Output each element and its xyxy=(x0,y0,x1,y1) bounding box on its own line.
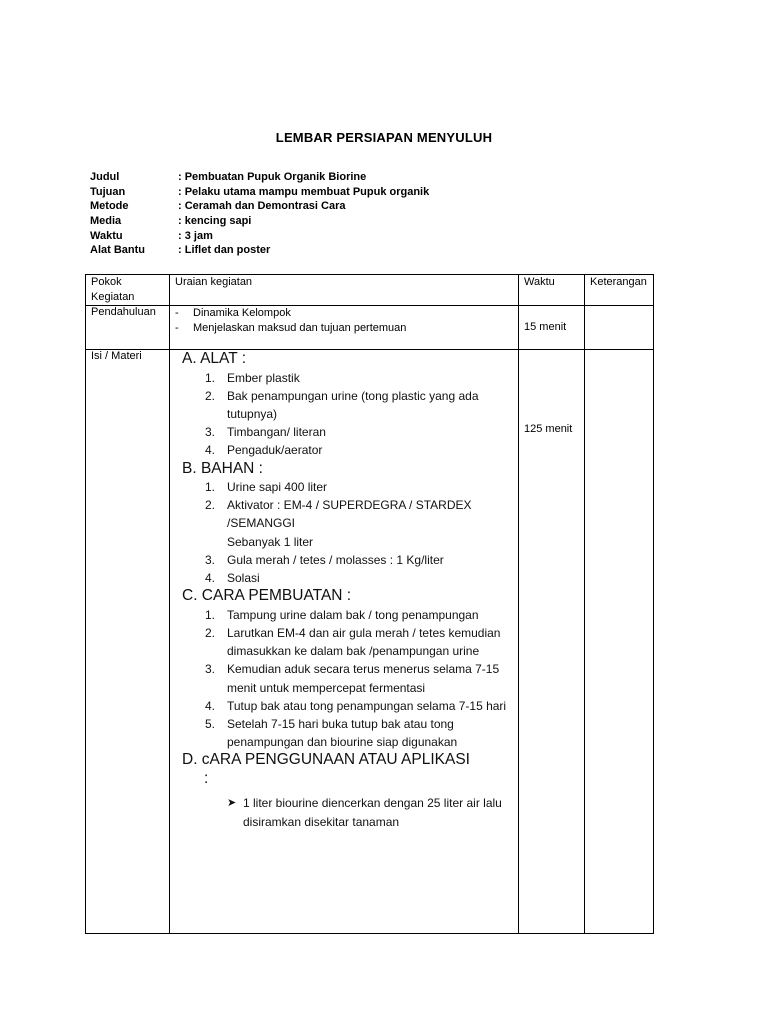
bahan-note: Sebanyak 1 liter xyxy=(227,534,314,549)
list-item xyxy=(175,606,513,624)
table-row-pendahuluan xyxy=(86,306,654,350)
list-item-text: Kemudian aduk secara terus menerus selama 7-15 menit untuk mempercepat fermentasi xyxy=(227,662,500,695)
list-item xyxy=(175,306,513,321)
list-item xyxy=(175,794,513,830)
list-bahan-continued xyxy=(175,551,513,587)
cell-pokok-isi: Isi / Materi xyxy=(86,350,170,934)
list-item-text: Setelah 7-15 hari buka tutup bak atau tong penampungan dan biourine siap digunakan xyxy=(227,716,458,750)
list-item xyxy=(175,441,513,459)
meta-row-tujuan xyxy=(90,185,429,200)
meta-key: Tujuan xyxy=(90,185,126,198)
activity-table xyxy=(85,274,654,934)
list-item-text: Ember plastik xyxy=(227,370,300,385)
list-number: 4. xyxy=(205,571,216,586)
list-number: 2. xyxy=(205,388,216,403)
table-row-isi-materi xyxy=(86,350,654,934)
list-item xyxy=(175,423,513,441)
arrow-bullet-icon: ➤ xyxy=(227,797,237,810)
meta-value: : Pembuatan Pupuk Organik Biorine xyxy=(178,171,367,183)
meta-row-judul xyxy=(90,170,429,185)
meta-key: Metode xyxy=(90,200,129,213)
meta-key: Judul xyxy=(90,171,120,183)
list-number: 5. xyxy=(205,716,216,731)
list-item-text: Gula merah / tetes / molasses : 1 Kg/liter xyxy=(227,552,444,567)
meta-value: : Pelaku utama mampu membuat Pupuk organik xyxy=(178,185,430,198)
header-keterangan: Keterangan xyxy=(585,275,654,306)
meta-row-waktu xyxy=(90,229,429,244)
list-item-text: Timbangan/ literan xyxy=(227,425,326,440)
dash-marker: - xyxy=(175,321,179,334)
document-title: LEMBAR PERSIAPAN MENYULUH xyxy=(275,130,493,145)
section-heading-bahan: B. BAHAN : xyxy=(182,459,263,477)
cell-uraian-pendahuluan xyxy=(170,306,519,350)
cell-keterangan-isi xyxy=(585,350,654,934)
section-heading-penggunaan-line2: : xyxy=(204,769,209,787)
list-item xyxy=(175,478,513,496)
meta-value: : kencing sapi xyxy=(178,215,252,228)
list-number: 1. xyxy=(205,370,216,385)
list-number: 3. xyxy=(205,425,216,440)
cell-waktu-isi: 125 menit xyxy=(519,350,585,934)
cell-pokok-pendahuluan: Pendahuluan xyxy=(86,306,170,350)
section-heading-penggunaan-line1: D. cARA PENGGUNAAN ATAU APLIKASI xyxy=(182,751,470,769)
table-header-row xyxy=(86,275,654,306)
list-item xyxy=(175,569,513,587)
meta-row-metode xyxy=(90,199,429,214)
list-number: 1. xyxy=(205,607,216,622)
list-number: 2. xyxy=(205,498,216,513)
list-item xyxy=(175,551,513,569)
list-item xyxy=(175,715,513,751)
cell-keterangan-pendahuluan xyxy=(585,306,654,350)
section-heading-penggunaan xyxy=(182,751,513,788)
cell-uraian-isi xyxy=(170,350,519,934)
list-item-text: Bak penampungan urine (tong plastic yang ada tutupnya) xyxy=(227,388,479,421)
list-item-text: 1 liter biourine diencerkan dengan 25 liter air lalu disiramkan disekitar tanaman xyxy=(243,796,502,829)
list-bahan xyxy=(175,478,513,533)
list-item xyxy=(175,369,513,387)
meta-row-alat-bantu xyxy=(90,243,429,258)
list-item-text: Tutup bak atau tong penampungan selama 7-15 hari xyxy=(227,698,507,713)
list-item-text: Solasi xyxy=(227,571,260,586)
list-item-text: Aktivator : EM-4 / SUPERDEGRA / STARDEX /SEMANGGI xyxy=(227,498,472,531)
list-item-text: Larutkan EM-4 dan air gula merah / tetes kemudian dimasukkan ke dalam bak /penampungan urine xyxy=(227,625,501,659)
dash-marker: - xyxy=(175,307,179,319)
meta-key: Waktu xyxy=(90,229,123,242)
list-number: 1. xyxy=(205,480,216,495)
list-item-text: Tampung urine dalam bak / tong penampungan xyxy=(227,607,479,622)
list-item xyxy=(175,697,513,715)
list-item-text: Menjelaskan maksud dan tujuan pertemuan xyxy=(193,321,407,334)
list-number: 4. xyxy=(205,698,216,713)
meta-value: : 3 jam xyxy=(178,229,213,242)
list-item xyxy=(175,496,513,532)
list-item-text: Urine sapi 400 liter xyxy=(227,480,328,495)
list-item xyxy=(175,660,513,696)
list-number: 2. xyxy=(205,625,216,640)
header-pokok-kegiatan: Pokok Kegiatan xyxy=(86,275,170,306)
header-waktu: Waktu xyxy=(519,275,585,306)
cell-waktu-pendahuluan: 15 menit xyxy=(519,306,585,350)
meta-block xyxy=(90,170,429,258)
meta-key: Alat Bantu xyxy=(90,244,145,257)
section-heading-alat: A. ALAT : xyxy=(182,350,247,367)
list-number: 3. xyxy=(205,662,216,677)
meta-row-media xyxy=(90,214,429,229)
list-alat xyxy=(175,369,513,460)
section-heading-cara-pembuatan: C. CARA PEMBUATAN : xyxy=(182,587,352,605)
list-item xyxy=(175,387,513,423)
list-item-text: Dinamika Kelompok xyxy=(193,307,291,319)
list-number: 4. xyxy=(205,443,216,458)
list-item xyxy=(175,624,513,660)
list-cara-pembuatan xyxy=(175,606,513,752)
list-number: 3. xyxy=(205,552,216,567)
list-item xyxy=(175,321,513,336)
list-item-text: Pengaduk/aerator xyxy=(227,443,323,458)
meta-value: : Liflet dan poster xyxy=(178,244,271,257)
header-uraian-kegiatan: Uraian kegiatan xyxy=(170,275,519,306)
meta-value: : Ceramah dan Demontrasi Cara xyxy=(178,200,346,213)
meta-key: Media xyxy=(90,215,122,228)
